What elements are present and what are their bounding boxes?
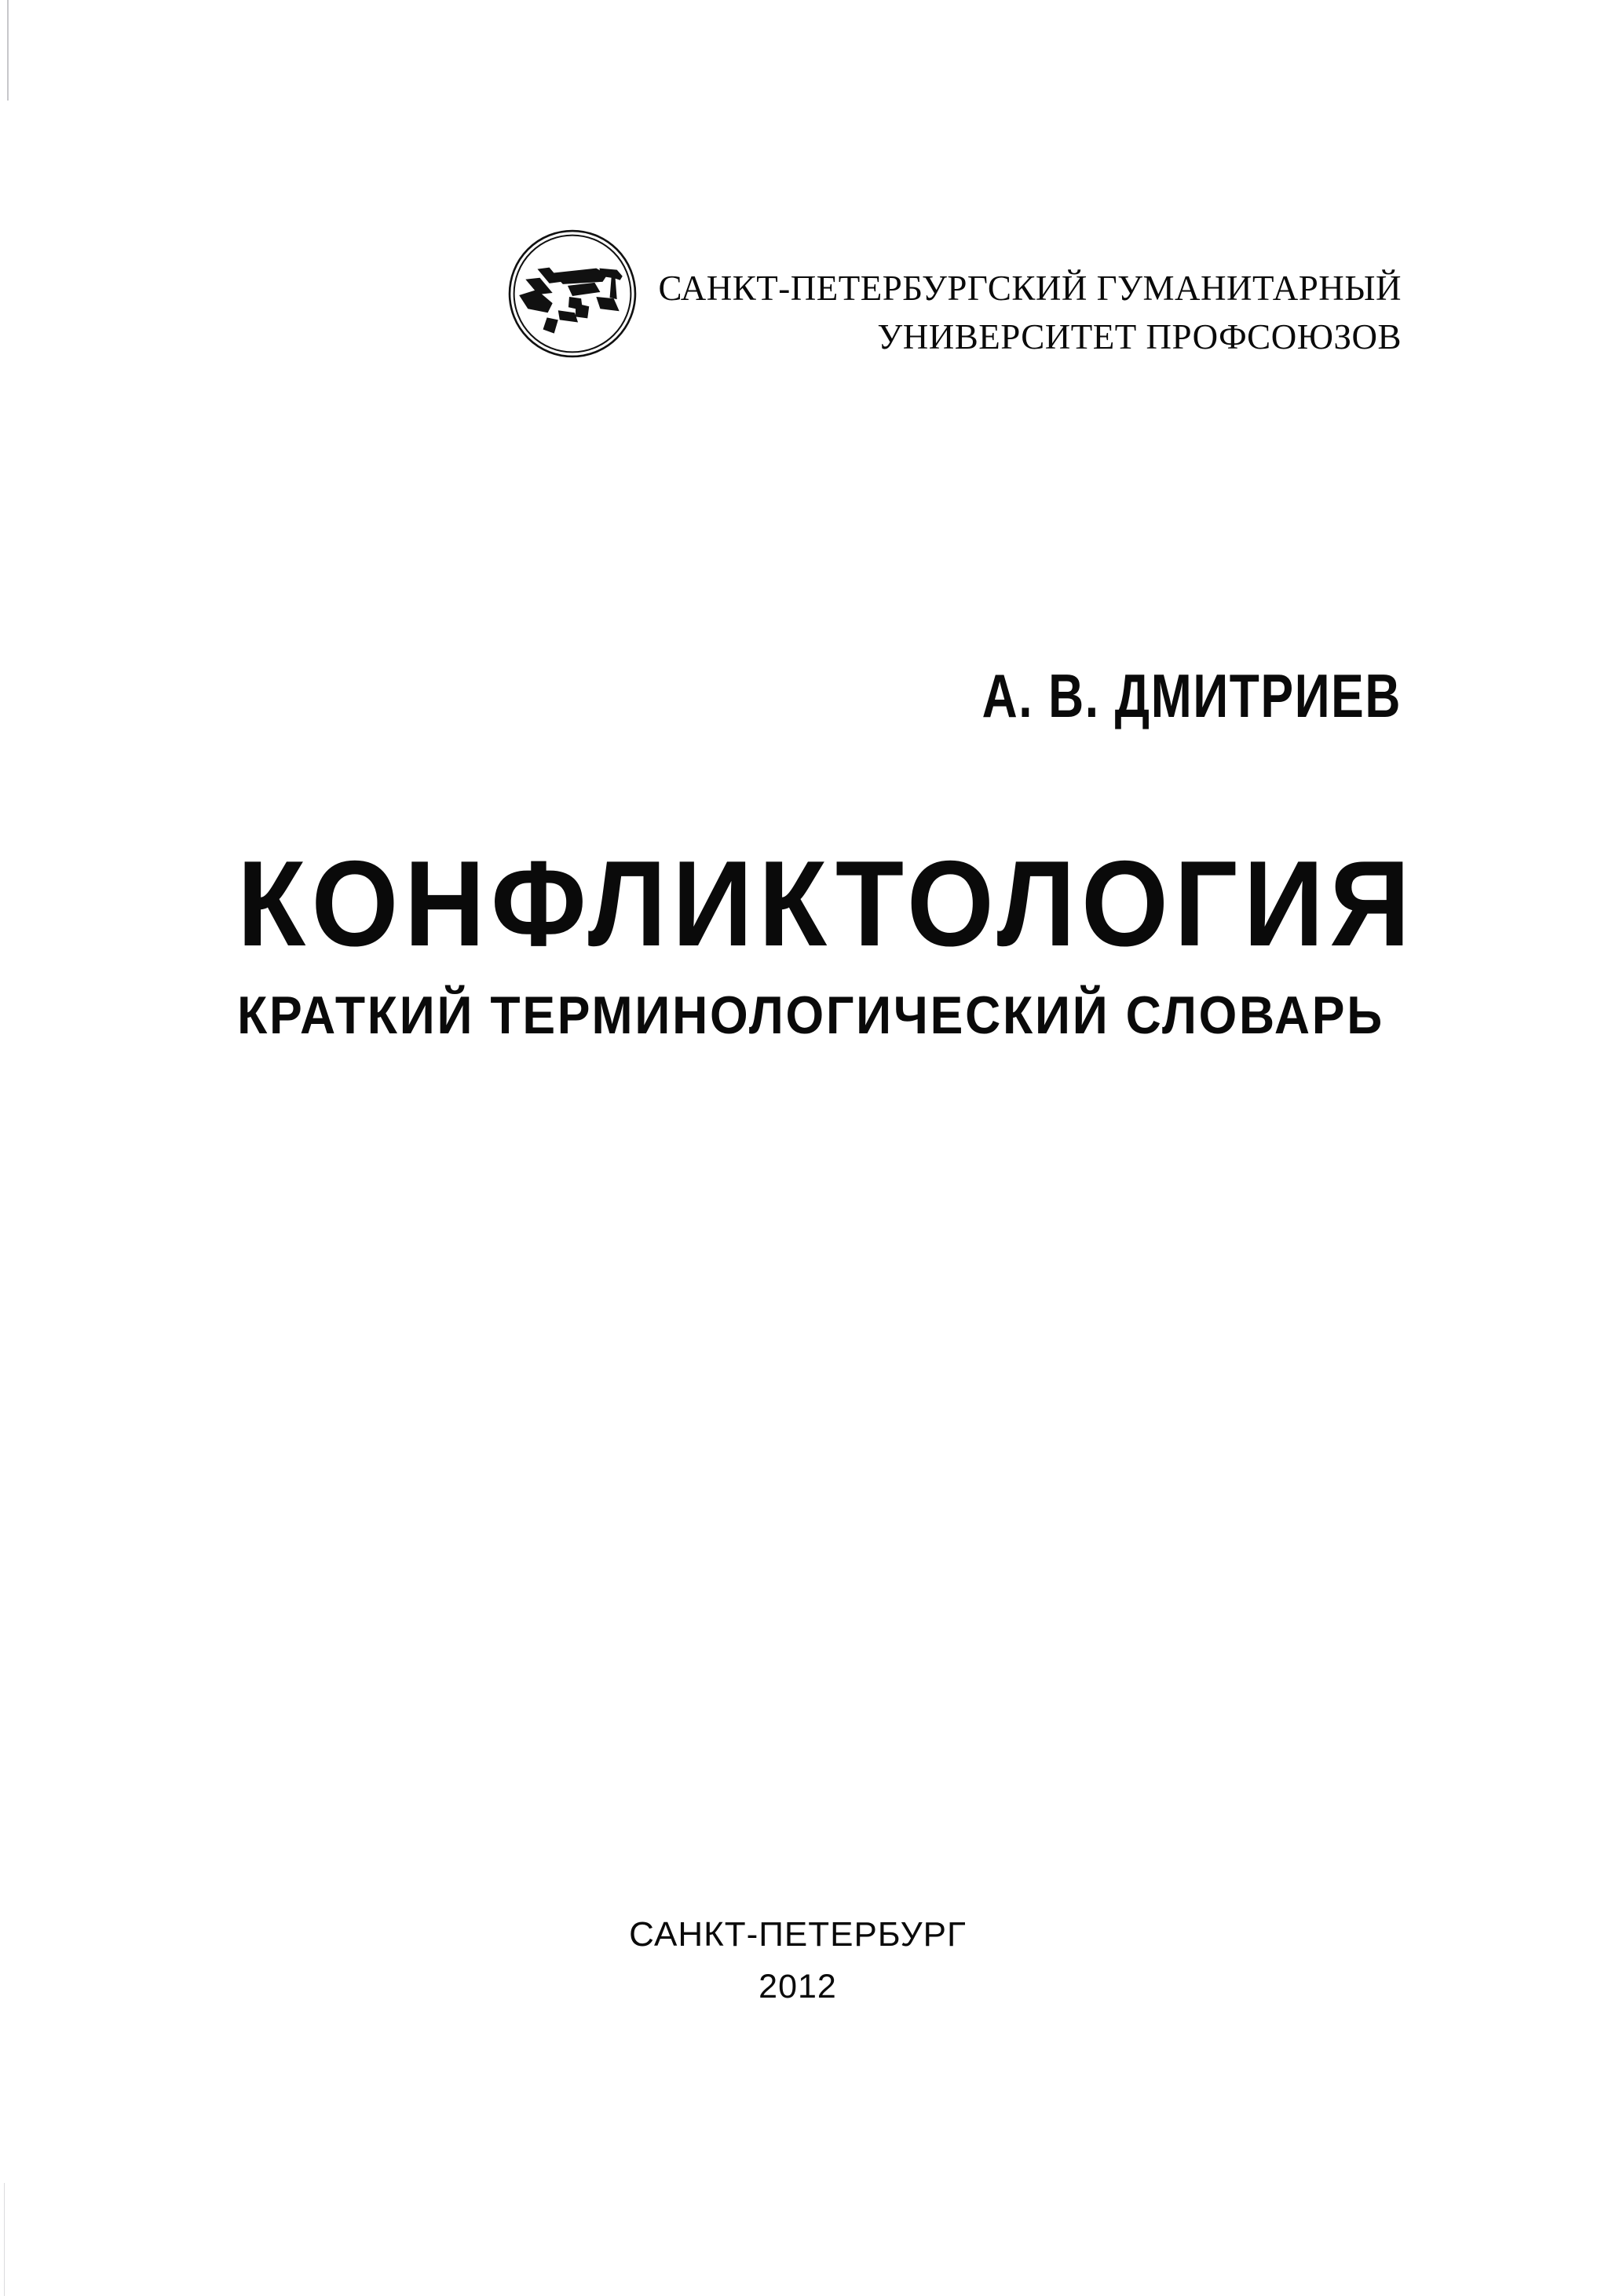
university-name-line2: УНИВЕРСИТЕТ ПРОФСОЮЗОВ (877, 317, 1402, 356)
book-subtitle: КРАТКИЙ ТЕРМИНОЛОГИЧЕСКИЙ СЛОВАРЬ (237, 985, 1385, 1046)
author-name: А. В. ДМИТРИЕВ (981, 661, 1402, 730)
imprint-city: САНКТ-ПЕТЕРБУРГ (629, 1915, 967, 1954)
imprint (188, 1909, 1407, 2013)
imprint-year: 2012 (758, 1968, 837, 2005)
university-name (659, 264, 1402, 361)
title-block (188, 834, 1416, 1048)
scan-artifact-line (4, 2183, 5, 2296)
scan-artifact-line (7, 0, 9, 101)
university-logo-icon (507, 229, 638, 359)
book-title: КОНФЛИКТОЛОГИЯ (237, 835, 1416, 971)
university-name-line1: САНКТ-ПЕТЕРБУРГСКИЙ ГУМАНИТАРНЫЙ (658, 269, 1402, 308)
